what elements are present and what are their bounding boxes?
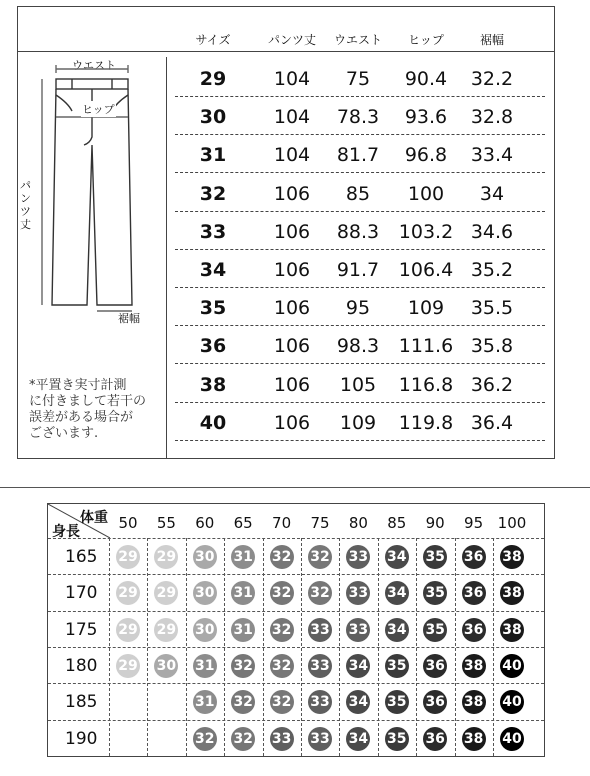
height-value: 170	[65, 583, 98, 604]
height-label: 身長	[52, 524, 80, 540]
table-cell: 106	[273, 411, 311, 434]
weight-value: 50	[118, 514, 138, 532]
size-badge: 34	[385, 545, 409, 569]
size-badge: 29	[116, 545, 140, 569]
column-header: 裾幅	[479, 33, 505, 47]
table-cell: 106	[273, 182, 311, 205]
header-divider	[18, 51, 554, 52]
size-badge: 32	[270, 618, 294, 642]
size-cell: 33	[199, 220, 227, 243]
table-cell: 119.8	[398, 411, 454, 434]
table-cell: 116.8	[398, 373, 454, 396]
size-badge: 30	[193, 581, 217, 605]
size-badge: 34	[346, 727, 370, 751]
size-badge: 31	[193, 690, 217, 714]
note-line: *平置き実寸計測	[29, 378, 127, 393]
table-row	[175, 173, 545, 212]
size-cell: 29	[199, 68, 227, 90]
table-cell: 91.7	[336, 259, 380, 281]
size-badge: 32	[231, 654, 255, 678]
size-badge: 32	[308, 545, 332, 569]
column-header: ウエスト	[333, 33, 383, 47]
size-badge: 31	[193, 654, 217, 678]
table-cell: 106	[273, 220, 311, 243]
table-cell: 98.3	[336, 335, 380, 358]
height-value: 175	[65, 619, 98, 640]
table-row	[175, 325, 545, 364]
table-cell: 34.6	[470, 220, 514, 243]
weight-value: 70	[272, 514, 292, 532]
note-line: に付きまして若干の	[29, 394, 147, 409]
size-badge: 33	[346, 581, 370, 605]
size-badge: 40	[500, 654, 524, 678]
section-divider	[0, 487, 590, 488]
size-cell: 32	[199, 182, 227, 205]
size-badge: 32	[270, 690, 294, 714]
size-badge: 34	[346, 690, 370, 714]
table-cell: 33.4	[470, 144, 514, 167]
size-badge: 32	[270, 654, 294, 678]
table-cell: 75	[345, 68, 371, 90]
size-badge: 30	[193, 618, 217, 642]
table-row	[175, 211, 545, 250]
size-badge: 30	[154, 654, 178, 678]
height-value: 190	[65, 728, 98, 749]
size-badge: 35	[385, 727, 409, 751]
weight-value: 90	[425, 514, 445, 532]
table-cell: 104	[273, 144, 311, 167]
size-badge: 29	[154, 581, 178, 605]
table-cell: 109	[407, 297, 445, 320]
size-cell: 34	[199, 259, 227, 281]
table-row	[175, 402, 545, 441]
size-badge: 33	[346, 618, 370, 642]
size-badge: 40	[500, 690, 524, 714]
height-value: 185	[65, 692, 98, 713]
table-cell: 105	[339, 373, 377, 396]
table-cell: 106.4	[398, 259, 454, 281]
table-row	[175, 134, 545, 173]
table-cell: 81.7	[336, 144, 380, 167]
size-badge: 33	[270, 727, 294, 751]
table-cell: 104	[273, 68, 311, 90]
column-header: パンツ丈	[267, 33, 317, 47]
table-row	[175, 287, 545, 326]
size-badge: 36	[423, 690, 447, 714]
size-badge: 32	[193, 727, 217, 751]
size-badge: 35	[385, 690, 409, 714]
table-cell: 35.5	[470, 297, 514, 320]
table-cell: 111.6	[398, 335, 454, 358]
weight-value: 60	[195, 514, 215, 532]
size-badge: 33	[308, 727, 332, 751]
table-cell: 36.4	[470, 411, 514, 434]
weight-value: 65	[233, 514, 253, 532]
fit-row	[48, 683, 544, 720]
size-badge: 33	[308, 690, 332, 714]
table-cell: 109	[339, 411, 377, 434]
table-cell: 106	[273, 297, 311, 320]
table-cell: 100	[407, 182, 445, 205]
size-badge: 33	[308, 654, 332, 678]
size-badge: 31	[231, 581, 255, 605]
size-badge: 35	[423, 618, 447, 642]
table-cell: 106	[273, 373, 311, 396]
size-badge: 38	[500, 581, 524, 605]
size-badge: 34	[385, 581, 409, 605]
column-divider	[166, 57, 167, 459]
size-badge: 35	[385, 654, 409, 678]
fit-row	[48, 647, 544, 684]
weight-value: 85	[387, 514, 407, 532]
fit-row	[48, 720, 544, 757]
table-row	[175, 364, 545, 403]
size-badge: 35	[423, 581, 447, 605]
size-badge: 36	[462, 581, 486, 605]
size-badge: 29	[116, 618, 140, 642]
size-badge: 38	[500, 545, 524, 569]
size-badge: 29	[154, 545, 178, 569]
weight-label: 体重	[80, 510, 108, 526]
size-badge: 29	[154, 618, 178, 642]
weight-value: 80	[348, 514, 368, 532]
table-cell: 104	[273, 106, 311, 129]
size-badge: 32	[270, 581, 294, 605]
hem-label: 裾幅	[118, 312, 140, 325]
table-cell: 88.3	[336, 220, 380, 243]
table-cell: 36.2	[470, 373, 514, 396]
fit-row	[48, 574, 544, 611]
length-label: パンツ丈	[20, 179, 31, 231]
size-badge: 38	[462, 654, 486, 678]
size-cell: 35	[199, 297, 227, 320]
table-row	[175, 249, 545, 288]
size-badge: 36	[423, 727, 447, 751]
fit-chart	[47, 503, 545, 757]
fit-chart-corner	[48, 504, 110, 538]
size-badge: 36	[423, 654, 447, 678]
size-badge: 32	[270, 545, 294, 569]
height-value: 165	[65, 547, 98, 567]
size-badge: 33	[346, 545, 370, 569]
size-table	[17, 6, 555, 459]
weight-value: 95	[464, 514, 484, 532]
size-badge: 31	[231, 618, 255, 642]
height-value: 180	[65, 655, 98, 676]
table-cell: 93.6	[404, 106, 448, 129]
table-cell: 32.8	[470, 106, 514, 129]
weight-value: 75	[310, 514, 330, 532]
size-cell: 36	[199, 335, 227, 358]
note-line: 誤差がある場合が	[29, 410, 134, 425]
size-badge: 36	[462, 618, 486, 642]
table-cell: 78.3	[336, 106, 380, 129]
table-cell: 106	[273, 259, 311, 281]
size-badge: 34	[385, 618, 409, 642]
size-cell: 30	[199, 106, 227, 129]
table-cell: 35.2	[470, 259, 514, 281]
size-badge: 32	[231, 690, 255, 714]
size-badge: 32	[231, 727, 255, 751]
size-cell: 40	[199, 411, 227, 434]
size-badge: 29	[116, 581, 140, 605]
size-badge: 29	[116, 654, 140, 678]
note-line: ございます.	[29, 426, 99, 441]
column-header: サイズ	[195, 33, 231, 47]
table-cell: 103.2	[398, 220, 454, 243]
column-header: ヒップ	[408, 33, 444, 47]
table-cell: 90.4	[404, 68, 448, 90]
size-cell: 38	[199, 373, 227, 396]
table-cell: 106	[273, 335, 311, 358]
waist-label: ウエスト	[72, 59, 116, 72]
size-badge: 38	[462, 727, 486, 751]
size-badge: 38	[500, 618, 524, 642]
size-badge: 36	[462, 545, 486, 569]
table-cell: 32.2	[470, 68, 514, 90]
size-cell: 31	[199, 144, 227, 167]
size-badge: 34	[346, 654, 370, 678]
hip-label: ヒップ	[82, 103, 115, 116]
table-cell: 35.8	[470, 335, 514, 358]
table-cell: 96.8	[404, 144, 448, 167]
table-cell: 34	[479, 182, 505, 205]
size-badge: 38	[462, 690, 486, 714]
size-badge: 30	[193, 545, 217, 569]
size-badge: 31	[231, 545, 255, 569]
table-row	[175, 96, 545, 135]
fit-row	[48, 538, 544, 575]
size-badge: 32	[308, 581, 332, 605]
fit-row	[48, 611, 544, 648]
table-cell: 95	[345, 297, 371, 320]
table-cell: 85	[345, 182, 371, 205]
weight-value: 100	[497, 514, 527, 532]
table-row	[175, 58, 545, 97]
size-badge: 40	[500, 727, 524, 751]
size-badge: 35	[423, 545, 447, 569]
weight-value: 55	[156, 514, 176, 532]
size-badge: 33	[308, 618, 332, 642]
measurement-note	[29, 378, 146, 442]
